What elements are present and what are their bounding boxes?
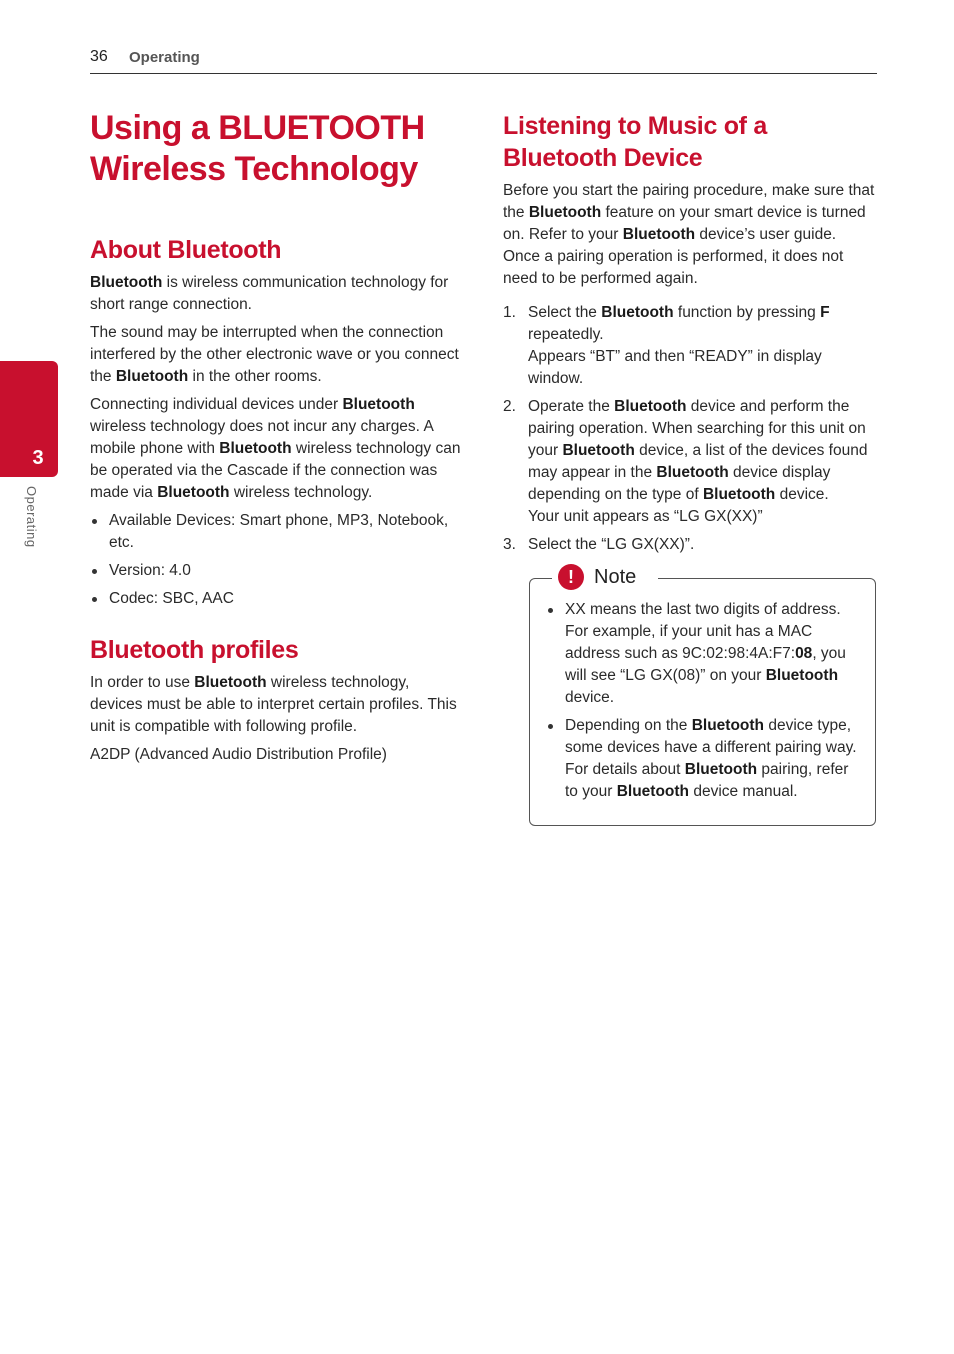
about-bullet-list <box>90 510 465 610</box>
listening-intro: Before you start the pairing procedure, make sure that the Bluetooth feature on your smart device is turned on. Refer to your Bluetooth device’s user guide. Once a pairing operation is performed, it does not need to be performed again. <box>503 182 875 287</box>
page-title <box>90 108 465 190</box>
chapter-tab <box>0 361 58 477</box>
list-item: Depending on the Bluetooth device type, some devices have a different pairing way. For details about Bluetooth pairing, refer to your Bluetooth device manual. <box>546 715 864 803</box>
page-header <box>90 48 877 74</box>
step-number: 3. <box>503 536 516 553</box>
profiles-paragraph-2: A2DP (Advanced Audio Distribution Profile) <box>90 746 387 763</box>
profiles-heading: Bluetooth profiles <box>90 636 299 664</box>
chapter-number: 3 <box>32 447 44 469</box>
header-section-title: Operating <box>129 49 200 66</box>
note-list <box>546 593 864 809</box>
page-number: 36 <box>90 48 108 65</box>
left-column <box>90 108 465 766</box>
about-heading: About Bluetooth <box>90 236 282 264</box>
list-item: Available Devices: Smart phone, MP3, Notebook, etc. <box>90 510 465 554</box>
about-paragraph-1: Bluetooth is wireless communication technology for short range connection. <box>90 274 449 313</box>
exclamation-icon: ! <box>558 564 584 590</box>
step-item: 2. Operate the Bluetooth device and perform the pairing operation. When searching for this unit on your Bluetooth device, a list of the devices found may appear in the Bluetooth device display depending on the type of Bluetooth device. Your unit appears as “LG GX(XX)” <box>503 398 868 525</box>
pairing-steps <box>503 302 877 556</box>
right-column <box>503 110 877 562</box>
step-number: 2. <box>503 398 516 415</box>
step-number: 1. <box>503 304 516 321</box>
profiles-paragraph-1: In order to use Bluetooth wireless technology, devices must be able to interpret certain profiles. This unit is compatible with following profile. <box>90 674 457 735</box>
about-paragraph-2: The sound may be interrupted when the connection interfered by the other electronic wave or you connect the Bluetooth in the other rooms. <box>90 324 459 385</box>
listening-heading: Listening to Music of a Bluetooth Device <box>503 112 767 172</box>
page-title-line2: Wireless Technology <box>90 150 418 188</box>
note-box <box>529 565 876 826</box>
note-header <box>552 562 658 592</box>
step-item: 3. Select the “LG GX(XX)”. <box>503 534 877 556</box>
page-title-line1: Using a BLUETOOTH <box>90 109 425 147</box>
list-item: XX means the last two digits of address. For example, if your unit has a MAC address such as 9C:02:98:4A:F7:08, you will see “LG GX(08)” on your Bluetooth device. <box>546 599 864 709</box>
step-item: 1. Select the Bluetooth function by pressing F repeatedly. Appears “BT” and then “READY” in display window. <box>503 304 830 387</box>
chapter-side-label: Operating <box>24 486 39 548</box>
about-paragraph-3: Connecting individual devices under Bluetooth wireless technology does not incur any charges. A mobile phone with Bluetooth wireless technology can be operated via the Cascade if the connection was made via Bluetooth wireless technology. <box>90 396 461 501</box>
list-item: Version: 4.0 <box>90 560 465 582</box>
list-item: Codec: SBC, AAC <box>90 588 465 610</box>
note-title: Note <box>594 565 637 588</box>
